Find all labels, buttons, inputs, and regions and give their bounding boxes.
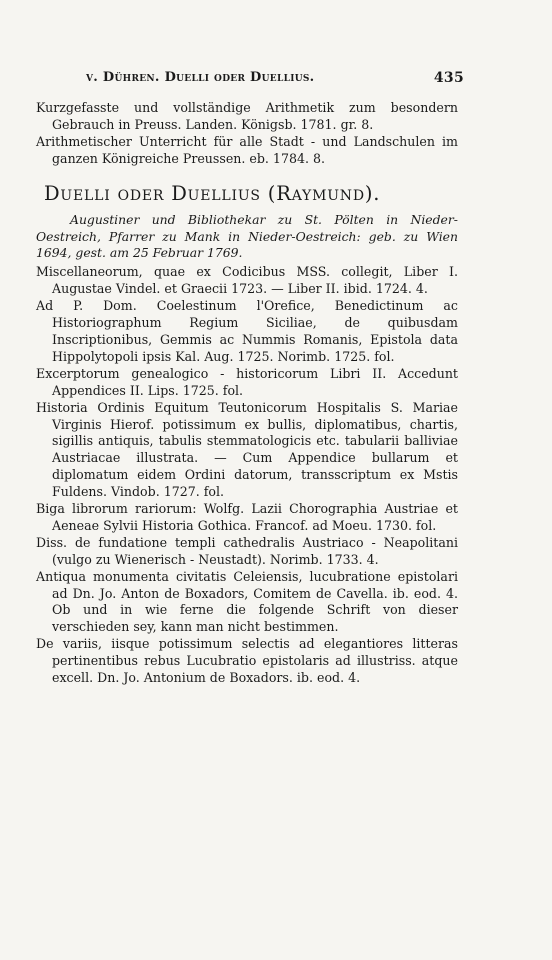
author-biography: Augustiner und Bibliothekar zu St. Pölten in Nieder-Oestreich, Pfarrer zu Mank in Nieder-Oestreich: geb. zu Wien 1694, gest. am 25 Februar 1769. bbox=[36, 211, 458, 261]
bibliography-entry: Miscellaneorum, quae ex Codicibus MSS. collegit, Liber I. Augustae Vindel. et Graecii 1723. — Liber II. ibid. 1724. 4. bbox=[36, 264, 458, 297]
bibliography-entry: Diss. de fundatione templi cathedralis Austriaco - Neapolitani (vulgo zu Wienerisch - Neustadt). Norimb. 1733. 4. bbox=[36, 534, 458, 567]
bibliography-entry: Kurzgefasste und vollständige Arithmetik zum besondern Gebrauch in Preuss. Landen. Königsb. 1781. gr. 8. bbox=[36, 100, 458, 132]
bibliography-entry: Excerptorum genealogico - historicorum Libri II. Accedunt Appendices II. Lips. 1725. fol. bbox=[36, 365, 458, 398]
running-head-title: v. Dühren. Duelli oder Duellius. bbox=[86, 70, 315, 85]
bibliography-entry: Arithmetischer Unterricht für alle Stadt - und Landschulen im ganzen Königreiche Preussen. eb. 1784. 8. bbox=[36, 133, 458, 166]
author-heading: Duelli oder Duellius (Raymund). bbox=[44, 181, 381, 205]
page-number: 435 bbox=[433, 70, 464, 86]
text-body bbox=[36, 100, 458, 687]
running-head bbox=[86, 68, 464, 88]
bibliography-entry: Historia Ordinis Equitum Teutonicorum Hospitalis S. Mariae Virginis Hierof. potissimum ex bullis, diplomatibus, chartis, sigillis antiquis, tabulis stemmatologicis etc. tabularii balliviae Austriacae illustrata. — Cum Appendice bullarum et diplomatum eidem Ordini datorum, transscriptum ex Mstis Fuldens. Vindob. 1727. fol. bbox=[36, 399, 458, 500]
bibliography-entry: Ad P. Dom. Coelestinum l'Orefice, Benedictinum ac Historiographum Regium Siciliae, de quibusdam Inscriptionibus, Gemmis ac Nummis Romanis, Epistola data Hippolytopoli ipsis Kal. Aug. 1725. Norimb. 1725. fol. bbox=[36, 298, 458, 364]
bibliography-entry: Antiqua monumenta civitatis Celeiensis, lucubratione epistolari ad Dn. Jo. Anton de Boxadors, Comitem de Cavella. ib. eod. 4. Ob und in wie ferne die folgende Schrift von dieser verschieden sey, kann man nicht bestimmen. bbox=[36, 568, 458, 635]
bibliography-entry: Biga librorum rariorum: Wolfg. Lazii Chorographia Austriae et Aeneae Sylvii Historia Gothica. Francof. ad Moeu. 1730. fol. bbox=[36, 501, 458, 533]
bibliography-entry: De variis, iisque potissimum selectis ad elegantiores litteras pertinentibus rebus Lucubratio epistolaris ad illustriss. atque excell. Dn. Jo. Antonium de Boxadors. ib. eod. 4. bbox=[36, 636, 458, 686]
